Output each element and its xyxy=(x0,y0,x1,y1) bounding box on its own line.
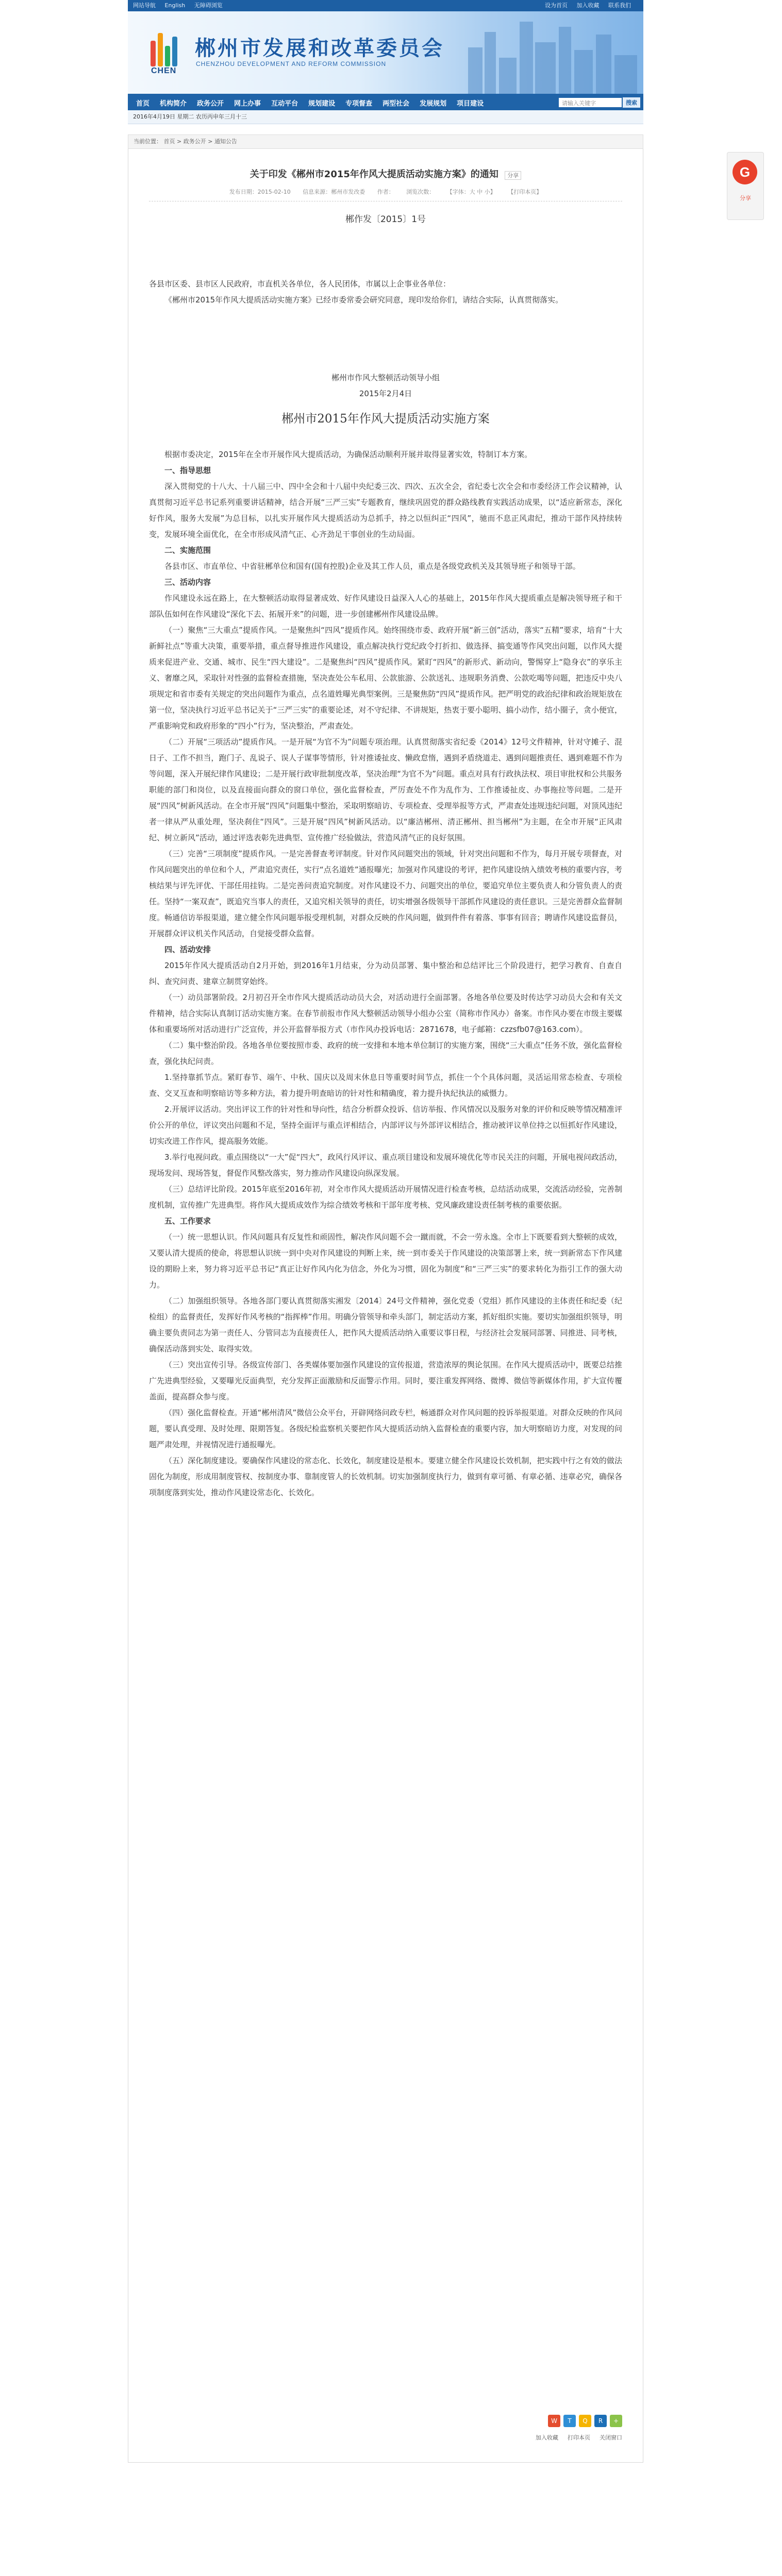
meta-views: 浏览次数： xyxy=(406,189,435,195)
nav-item-dev-plan[interactable]: 发展规划 xyxy=(420,99,447,108)
meta-date: 发布日期：2015-02-10 xyxy=(229,189,291,195)
nav-item-inspection[interactable]: 专项督查 xyxy=(345,99,373,108)
share-tag[interactable]: 分享 xyxy=(505,171,521,180)
print-link[interactable]: 打印本页 xyxy=(568,2434,590,2441)
share-g-icon: G xyxy=(733,160,757,184)
tencent-icon[interactable]: T xyxy=(563,2415,576,2427)
body-paragraph: （一）统一思想认识。作风问题具有反复性和顽固性，解决作风问题不会一蹴而就，不会一劳永逸。全市上下既要看到大整顿的成效，又要认清大提质的使命，将思想认识统一到中央对作风建设的判断上来，统一到市委关于作风建设的决策部署上来，统一到新常态下作风建设的期盼上来，努力将习近平总书记“真正让好作风内化为信念，外化为习惯，固化为制度”和“三严三实”的要求转化为指引工作的强大动力。 xyxy=(149,1232,622,1290)
weibo-icon[interactable]: W xyxy=(548,2415,560,2427)
section-heading: 二、实施范围 xyxy=(164,546,211,555)
floating-share-badge[interactable] xyxy=(727,152,764,220)
more-icon[interactable]: + xyxy=(610,2415,622,2427)
body-paragraph: 作风建设永远在路上，在大整顿活动取得显著成效、好作风建设日益深入人心的基础上，2015年作风大提质重点是解决领导班子和干部队伍如何在作风建设“深化下去、拓展开来”的问题，进一步创建郴州作风建设品牌。 xyxy=(149,594,622,619)
body-paragraph: （一）聚焦“三大重点”提质作风。一是聚焦纠“四风”提质作风。始终围绕市委、政府开展“新三创”活动，落实“五精”要求，培育“十大新鲜社点”等重大决策，重要举措，重点督导推进作风建设，重点解决执行党纪政令打折扣、做选择、搞变通等作风突出问题，以作风大提质来促进产业、交通、城市、民生“四大建设”。二是聚焦纠“四风”提质作风。紧盯“四风”的新形式、新动向，警惕穿上“隐身衣”的享乐主义、奢靡之风，采取针对性强的监督检查措施，坚决查处公车私用、公款旅游、公款送礼、违规职务消费、公款吃喝等问题，把违反中央八项规定和省市委有关规定的突出问题作为重点，点名道姓曝光典型案例。三是聚焦防“四风”提质作风。把严明党的政治纪律和政治规矩放在第一位，坚决执行习近平总书记关于“三严三实”的重要论述，对不守纪律、不讲规矩，热衷于要小聪明、搞小动作，结小圈子，贪小便宜，严重影响党和政府形象的“四小”行为，坚决整治，严肃查处。 xyxy=(149,625,622,731)
body-paragraph: 2015年作风大提质活动自2月开始，到2016年1月结束，分为动员部署、集中整治和总结评比三个阶段进行，把学习教育、自查自纠、查究问责、建章立制贯穿始终。 xyxy=(149,961,622,986)
spacer xyxy=(128,124,643,134)
breadcrumb-notices[interactable]: 通知公告 xyxy=(214,138,237,145)
body-paragraph: 根据市委决定，2015年在全市开展作风大提质活动，为确保活动顺利开展并取得显著实效，特制订本方案。 xyxy=(164,450,533,459)
body-paragraph: （三）总结评比阶段。2015年底至2016年初，对全市作风大提质活动开展情况进行检查考核，总结活动成果，交流活动经验，完善制度机制，宣传推广先进典型。将作风大提质成效作为综合绩效考核和干部年度考核、党风廉政建设责任制考核的重要依据。 xyxy=(149,1184,622,1210)
nav-item-about[interactable]: 机构简介 xyxy=(160,99,187,108)
top-link-contact[interactable]: 联系我们 xyxy=(608,2,631,9)
add-favorite-link[interactable]: 加入收藏 xyxy=(536,2434,558,2441)
addressee: 各县市区委、县市区人民政府，市直机关各单位，各人民团体，市属以上企事业各单位： xyxy=(149,279,451,289)
body-paragraph: 深入贯彻党的十八大、十八届三中、四中全会和十八届中央纪委三次、四次、五次全会，省纪委七次全会和市委经济工作会议精神，认真贯彻习近平总书记系列重要讲话精神，结合开展“三严三实”专题教育，继续巩固党的群众路线教育实践活动成果，以“适应新常态，深化好作风，服务大发展”为总目标，以扎实开展作风大提质活动为总抓手，持之以恒纠正“四风”，驰而不息正风肃纪，推动干部作风持续转变，发展环境全面优化，在全市形成风清气正、心齐劲足干事创业的生动局面。 xyxy=(149,482,622,539)
nav-item-projects[interactable]: 项目建设 xyxy=(457,99,484,108)
nav-item-public[interactable]: 政务公开 xyxy=(197,99,224,108)
body-paragraph: 各县市区、市直单位、中省驻郴单位和国有(国有控股)企业及其工作人员，重点是各级党政机关及其领导班子和领导干部。 xyxy=(164,562,580,571)
top-link-accessibility[interactable]: 无障碍浏览 xyxy=(194,2,223,9)
nav-item-planning[interactable]: 规划建设 xyxy=(308,99,336,108)
floating-share-label: 分享 xyxy=(740,195,751,201)
top-bar xyxy=(128,0,643,11)
site-title: 郴州市发展和改革委员会 xyxy=(195,36,444,60)
search-box xyxy=(559,97,640,108)
top-link-english[interactable]: English xyxy=(164,2,186,9)
body-paragraph: （一）动员部署阶段。2月初召开全市作风大提质活动动员大会，对活动进行全面部署。各地各单位要及时传达学习动员大会和有关文件精神，结合实际认真制订活动实施方案。在春节前报市作风大整顿活动领导小组办公室（简称市作风办）备案。市作风办要在市级主要媒体和重要场所对活动进行广泛宣传，并公开监督举报方式（市作风办投诉电话：2871678，电子邮箱：czzsfb07@163.com）。 xyxy=(149,993,622,1034)
article-actions xyxy=(488,2433,622,2442)
top-link-favorite[interactable]: 加入收藏 xyxy=(576,2,600,9)
top-link-sitemap[interactable]: 网站导航 xyxy=(133,2,156,9)
logo-bar-orange xyxy=(158,33,163,66)
page-wrapper xyxy=(128,0,643,2463)
breadcrumb-home[interactable]: 首页 xyxy=(163,138,175,145)
article-body xyxy=(149,447,622,1501)
site-banner xyxy=(128,11,643,95)
main-nav xyxy=(128,95,643,110)
qzone-icon[interactable]: Q xyxy=(579,2415,591,2427)
meta-print[interactable]: 【打印本页】 xyxy=(508,189,542,195)
section-heading: 一、指导思想 xyxy=(164,466,211,475)
top-bar-right xyxy=(545,0,638,11)
top-link-homepage[interactable]: 设为首页 xyxy=(545,2,568,9)
plan-title: 郴州市2015年作风大提质活动实施方案 xyxy=(281,412,490,426)
logo-bar-red xyxy=(151,41,156,66)
nav-item-home[interactable]: 首页 xyxy=(136,99,150,108)
body-paragraph: （三）突出宣传引导。各级宣传部门、各类媒体要加强作风建设的宣传报道，营造浓厚的舆论氛围。在作风大提质活动中，既要总结推广先进典型经验，又要曝光反面典型，充分发挥正面激励和反面警示作用。同时，要注重发挥网络、微博、微信等新媒体作用，扩大宣传覆盖面，提高群众参与度。 xyxy=(149,1360,622,1401)
share-buttons xyxy=(488,2415,622,2427)
section-heading: 四、活动安排 xyxy=(164,945,211,954)
logo-bar-blue xyxy=(172,37,177,66)
article-title-text: 关于印发《郴州市2015年作风大提质活动实施方案》的通知 xyxy=(249,169,498,180)
body-paragraph: 1.坚持靠抓节点。紧盯春节、端午、中秋、国庆以及周末休息日等重要时间节点，抓住一个个具体问题，灵活运用常态检查、专项检查、交叉互查和明察暗访等多种方法，着力提升明查暗访的针对性和精确度，着力提升执纪执法的威慑力。 xyxy=(149,1073,622,1098)
nav-item-two-type[interactable]: 两型社会 xyxy=(382,99,410,108)
close-window-link[interactable]: 关闭窗口 xyxy=(600,2434,622,2441)
logo-bar-green xyxy=(165,46,170,66)
meta-source: 信息来源：郴州市发改委 xyxy=(303,189,365,195)
top-bar-left xyxy=(133,0,230,11)
signature: 郴州市作风大整顿活动领导小组 xyxy=(331,373,440,382)
nav-item-interaction[interactable]: 互动平台 xyxy=(271,99,298,108)
breadcrumb-prefix: 当前位置： xyxy=(134,138,162,145)
breadcrumb: 当前位置： 首页 > 政务公开 > 通知公告 xyxy=(128,134,643,149)
logo-text: CHEN xyxy=(151,66,177,75)
body-paragraph: （二）加强组织领导。各地各部门要认真贯彻落实湘发〔2014〕24号文件精神，强化党委（党组）抓作风建设的主体责任和纪委（纪检组）的监督责任，发挥好作风考核的“指挥棒”作用。明确分管领导和牵头部门，制定活动方案，抓好组织实施。要切实加强组织领导，明确主要负责同志为第一责任人、分管同志为直接责任人，把作风大提质活动纳入重要议事日程，与经济社会发展同部署、同推进、同考核，确保活动落到实处、取得实效。 xyxy=(149,1296,622,1353)
search-input[interactable]: 请输入关键字 xyxy=(559,98,622,107)
site-logo[interactable] xyxy=(148,27,190,76)
article-meta xyxy=(149,188,622,201)
date-bar: 2016年4月19日 星期二 农历丙申年三月十三 xyxy=(128,110,643,124)
renren-icon[interactable]: R xyxy=(594,2415,607,2427)
section-heading: 三、活动内容 xyxy=(164,578,211,587)
body-paragraph: （四）强化监督检查。开通“郴州清风”微信公众平台，开辟网络问政专栏，畅通群众对作风问题的投诉举报渠道。对群众反映的作风问题，要认真受理、及时处理、限期答复。各级纪检监察机关要把作风大提质活动纳入监督检查的重要内容，加大明察暗访力度，对发现的问题严肃处理，并视情况进行通报曝光。 xyxy=(149,1408,622,1449)
body-paragraph: 2.开展评议活动。突出评议工作的针对性和导向性，结合分析群众投诉、信访举报、作风情况以及服务对象的评价和反映等情况精准评价公开的单位，评议突出问题和不足，坚持全面评与重点评相结合，内部评议与外部评议相结合，推动被评议单位持之以恒抓好作风建设，切实改进工作作风，提高服务效能。 xyxy=(149,1105,622,1146)
meta-font-size[interactable]: 【字体：大 中 小】 xyxy=(446,189,496,195)
meta-author: 作者： xyxy=(377,189,394,195)
body-paragraph: （二）集中整治阶段。各地各单位要按照市委、政府的统一安排和本地本单位制订的实施方案，围绕“三大重点”任务不放，强化监督检查，强化执纪问责。 xyxy=(149,1041,622,1066)
section-heading: 五、工作要求 xyxy=(164,1216,211,1226)
article xyxy=(128,149,643,2463)
body-paragraph: （三）完善“三项制度”提质作风。一是完善督查考评制度。针对作风问题突出的领域，针对突出问题和不作为，每月开展专项督查，对作风问题突出的单位和个人，严肃追究责任，实行“点名道姓”通报曝光；加强对作风建设的考评，把作风建设纳入绩效考核的重要内容，考核结果与评先评优、干部任用挂钩。二是完善问责追究制度。对作风建设不力、问题突出的单位，要追究单位主要负责人和分管负责人的责任。坚持“一案双查”，既追究当事人的责任，又追究相关领导的责任，切实增强各级领导干部抓作风建设的责任意识。三是完善群众监督制度。畅通信访举报渠道，建立健全作风问题举报受理机制，对群众反映的作风问题，做到件件有着落、事事有回音；聘请作风建设监督员，开展群众评议机关作风活动，自觉接受群众监督。 xyxy=(149,849,622,938)
city-skyline-image xyxy=(458,16,643,94)
search-button[interactable]: 搜索 xyxy=(623,97,640,108)
breadcrumb-public[interactable]: 政务公开 xyxy=(183,138,206,145)
document-number: 郴作发〔2015〕1号 xyxy=(345,214,426,225)
body-paragraph: （二）开展“三项活动”提质作风。一是开展“为官不为”问题专项治理。认真贯彻落实省纪委《2014》12号文件精神，针对守摊子、混日子、工作不担当，跑门子、乱说子、误人子谋事等情形，针对推诿扯皮、懒政怠惰，遇到矛盾绕道走、遇到问题推责任、遇到难题不作为等问题，深入开展纪律作风建设；二是开展行政审批制度改革，坚决治理“为官不为”问题。重点对具有行政执法权、项目审批权和公共服务职能的部门和岗位，以及直接面向群众的窗口单位，强化监督检查，严厉查处不作为乱作为、工作推诿扯皮、办事拖拉等问题。二是开展“四风”树新风活动。在全市开展“四风”问题集中整治，采取明察暗访、专项检查、受理举报等方式，严肃查处违规违纪问题，对顶风违纪者一律从严从重处理，坚决刹住“四风”。三是开展“四风”树新风活动。以“廉洁郴州、清正郴州、担当郴州”为主题，在全市开展“正风肃纪、树立新风”活动，通过评选表彰先进典型、宣传推广经验做法，营造风清气正的良好氛围。 xyxy=(149,737,622,842)
article-title xyxy=(149,167,622,180)
body-paragraph: 3.举行电视问政。重点围绕以“一大”促“四大”，政风行风评议、重点项目建设和发展环境优化等市民关注的问题，开展电视问政活动，现场发问、现场答复，督促作风整改落实，努力推动作风建设向纵深发展。 xyxy=(149,1153,622,1178)
body-paragraph: （五）深化制度建设。要确保作风建设的常态化、长效化，制度建设是根本。要建立健全作风建设长效机制，把实践中行之有效的做法固化为制度，形成用制度管权、按制度办事、靠制度管人的长效机制。切实加强制度执行力，做到有章可循、有章必循、违章必究，确保各项制度落到实处，推动作风建设常态化、长效化。 xyxy=(149,1456,622,1497)
site-subtitle: CHENZHOU DEVELOPMENT AND REFORM COMMISSION xyxy=(196,60,387,67)
intro-paragraph: 《郴州市2015年作风大提质活动实施方案》已经市委常委会研究同意，现印发给你们，请结合实际，认真贯彻落实。 xyxy=(164,295,563,304)
sign-date: 2015年2月4日 xyxy=(359,389,412,398)
share-toolbar xyxy=(488,2415,622,2442)
nav-item-services[interactable]: 网上办事 xyxy=(234,99,261,108)
